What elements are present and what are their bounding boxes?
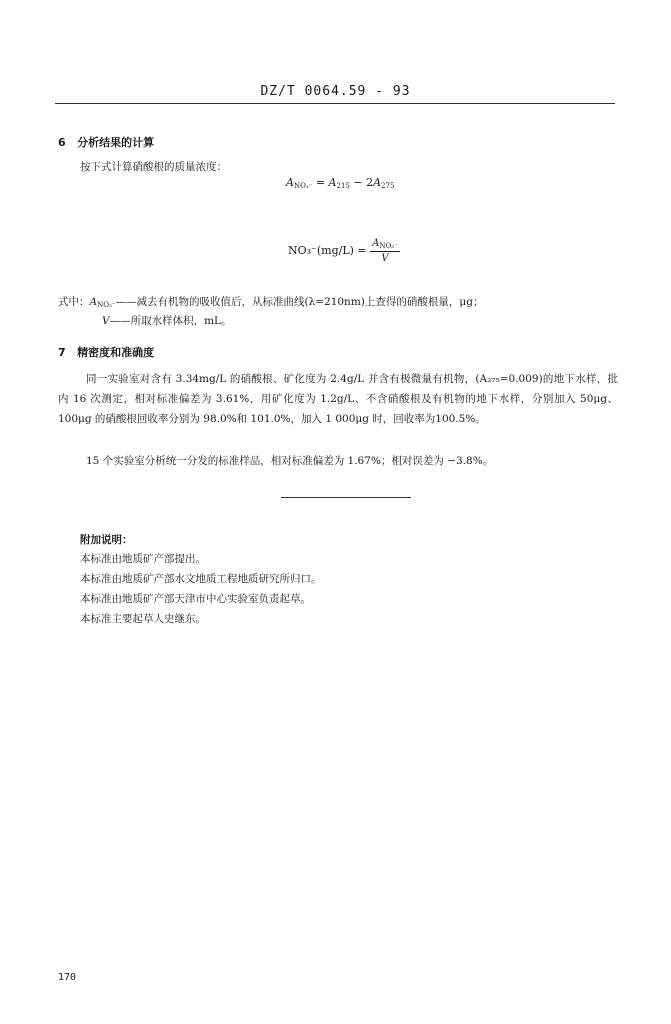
appendix-line: 本标准由地质矿产部水文地质工程地质研究所归口。 (80, 573, 322, 585)
formula2-denominator: V (381, 253, 389, 264)
appendix-line: 本标准主要起草人史继东。 (80, 613, 206, 625)
formula2-num-symbol: A (372, 238, 380, 249)
section-6-intro: 按下式计算硝酸根的质量浓度： (80, 161, 227, 173)
where-prefix: 式中： (58, 296, 90, 308)
formula1-a2-sub: 275 (381, 182, 395, 190)
section-7-heading (58, 344, 154, 360)
where-a-desc: ——减去有机物的吸收值后，从标准曲线(λ=210nm)上查得的硝酸根量，μg； (115, 296, 484, 308)
appendix-line: 本标准由地质矿产部天津市中心实验室负责起草。 (80, 593, 311, 605)
section-6-title: 分析结果的计算 (77, 136, 155, 149)
interlab-paragraph: 15 个实验室分析统一分发的标准样品，相对标准偏差为 1.67%；相对误差为 −3.8%。 (86, 455, 494, 467)
standard-code: DZ/T 0064.59 - 93 (260, 84, 411, 99)
formula2-fraction (370, 238, 400, 264)
formula1-a2: A (373, 176, 382, 189)
formula2-numerator (370, 238, 400, 252)
where-line-v (102, 311, 232, 331)
formula1-a1: A (328, 176, 337, 189)
formula1-minus: − 2 (349, 176, 374, 189)
where-a-symbol: A (89, 296, 98, 308)
section-end-rule (281, 497, 411, 498)
formula2-lhs: NO₃⁻(mg/L) = (288, 244, 371, 257)
section-7-number: 7 (58, 346, 66, 359)
appendix-title: 附加说明： (80, 534, 133, 546)
formula2-num-sub: NO₃⁻ (379, 242, 398, 250)
formula1-lhs: A (286, 176, 294, 189)
where-v-desc: ——所取水样体积，mL。 (109, 315, 232, 327)
where-v-symbol: V (102, 315, 110, 327)
appendix-line: 本标准由地质矿产部提出。 (80, 553, 206, 565)
formula1-eq: = (312, 176, 329, 189)
section-7-title: 精密度和准确度 (77, 346, 155, 359)
section-6-heading (58, 134, 154, 150)
formula-absorbance (286, 176, 394, 190)
header-rule (55, 103, 615, 104)
where-a-sub: NO₃⁻ (97, 301, 116, 309)
formula1-lhs-sub: NO₃⁻ (293, 182, 313, 190)
page-number: 170 (58, 972, 77, 983)
precision-paragraph: 同一实验室对含有 3.34mg/L 的硝酸根、矿化度为 2.4g/L 并含有极微量有机物，(A₂₇₅=0.009)的地下水样，批内 16 次测定，相对标准偏差为 3.61%，用矿化度为 1.2g/L、不含硝酸根及有机物的地下水样，分别加入 50μg、100μg 的硝酸根回收率分别为 98.0%和 101.0%，加入 1 000μg 时，回收率为100.5%。 (58, 373, 618, 425)
formula1-a1-sub: 215 (336, 182, 350, 190)
formula-concentration (288, 238, 400, 264)
section-6-number: 6 (58, 136, 66, 149)
